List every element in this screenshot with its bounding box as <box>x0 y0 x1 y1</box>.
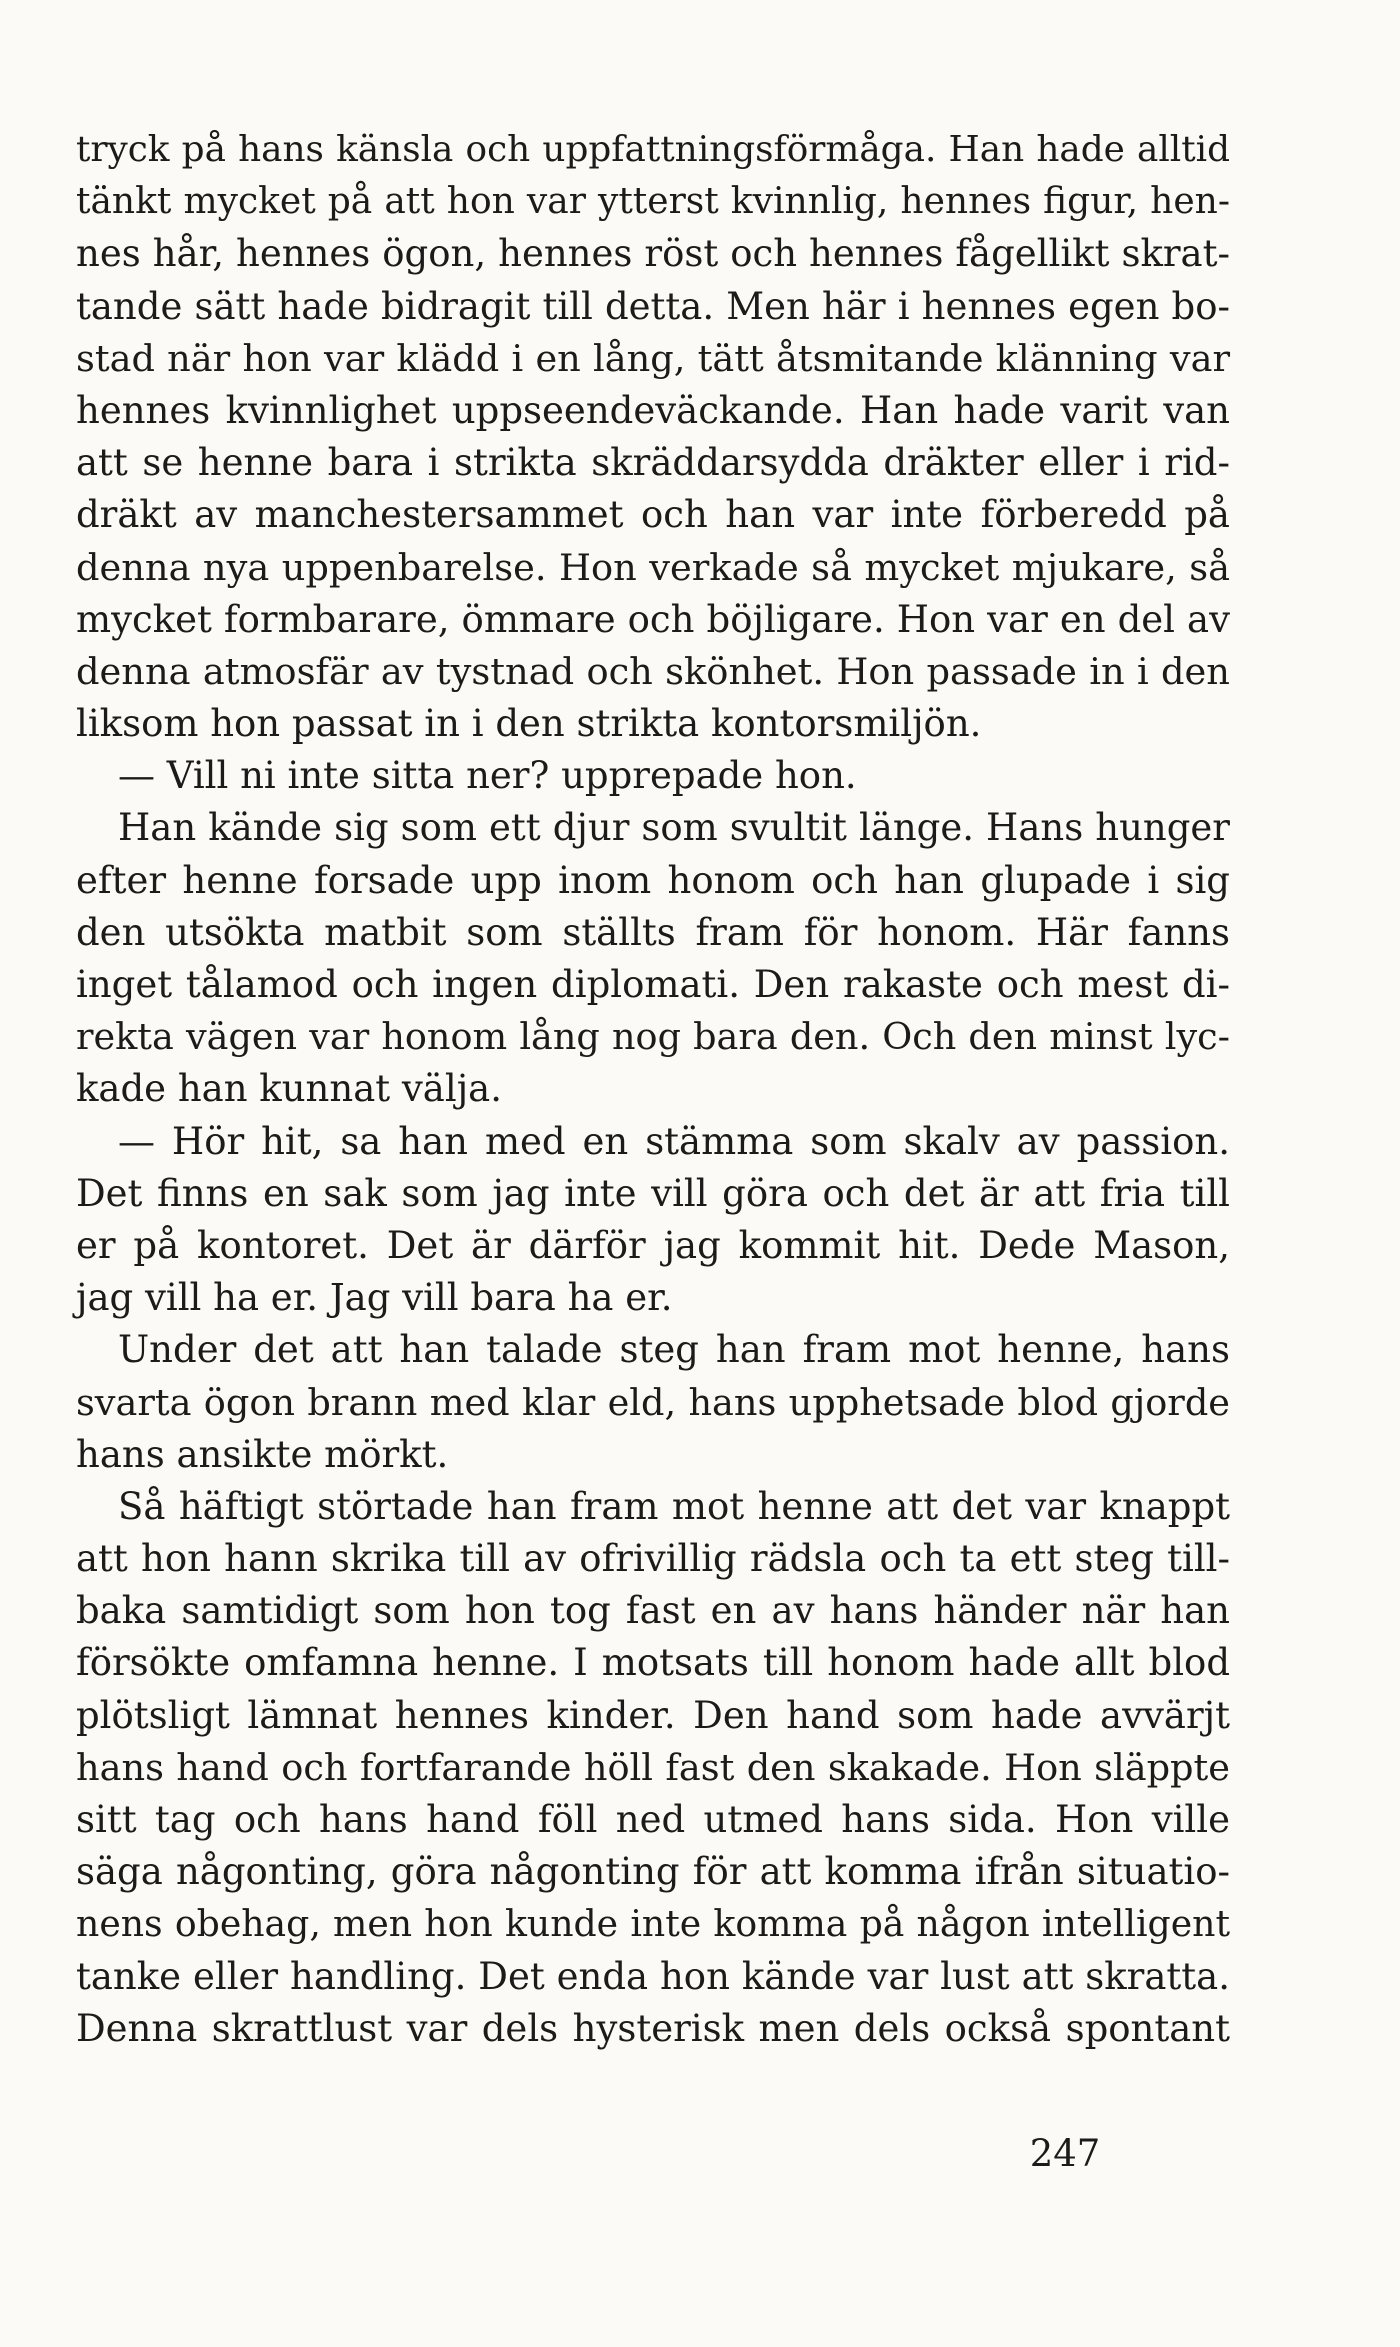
text-line: dräkt av manchestersammet och han var inte förberedd på <box>76 493 1230 537</box>
text-line: stad när hon var klädd i en lång, tätt åtsmitande klänning var <box>76 336 1230 380</box>
text-line: plötsligt lämnat hennes kinder. Den hand som hade avvärjt <box>76 1693 1230 1737</box>
text-line: säga någonting, göra någonting för att komma ifrån situatio- <box>76 1850 1230 1894</box>
text-line: jag vill ha er. Jag vill bara ha er. <box>76 1276 673 1320</box>
text-line: tänkt mycket på att hon var ytterst kvinnlig, hennes figur, hen- <box>76 181 1230 223</box>
text-line: den utsökta matbit som ställts fram för honom. Här fanns <box>76 910 1230 954</box>
text-line: efter henne forsade upp inom honom och han glupade i sig <box>76 858 1230 902</box>
text-line: nens obehag, men hon kunde inte komma på någon intelligent <box>76 1902 1230 1946</box>
text-line: hans ansikte mörkt. <box>76 1432 449 1476</box>
page-text <box>76 124 1230 2055</box>
text-line: hennes kvinnlighet uppseendeväckande. Han hade varit van <box>76 388 1230 432</box>
text-line: Denna skrattlust var dels hysterisk men dels också spontant <box>76 2006 1230 2050</box>
text-line: Han kände sig som ett djur som svultit länge. Hans hunger <box>118 806 1230 850</box>
text-line: er på kontoret. Det är därför jag kommit hit. Dede Mason, <box>76 1223 1230 1267</box>
text-line: tande sätt hade bidragit till detta. Men här i hennes egen bo- <box>76 284 1230 328</box>
text-line: denna nya uppenbarelse. Hon verkade så mycket mjukare, så <box>76 545 1230 589</box>
text-line: hans hand och fortfarande höll fast den skakade. Hon släppte <box>76 1745 1230 1789</box>
text-line: tanke eller handling. Det enda hon kände var lust att skratta. <box>76 1954 1230 1998</box>
text-line: — Hör hit, sa han med en stämma som skalv av passion. <box>118 1119 1230 1163</box>
text-line: sitt tag och hans hand föll ned utmed hans sida. Hon ville <box>76 1798 1230 1841</box>
text-line: att se henne bara i strikta skräddarsydda dräkter eller i rid- <box>76 441 1230 485</box>
text-line: baka samtidigt som hon tog fast en av hans händer när han <box>76 1589 1230 1633</box>
text-line: kade han kunnat välja. <box>76 1067 502 1111</box>
text-line: — Vill ni inte sitta ner? upprepade hon. <box>118 754 857 798</box>
text-line: försökte omfamna henne. I motsats till honom hade allt blod <box>76 1641 1230 1685</box>
text-line: rekta vägen var honom lång nog bara den. Och den minst lyc- <box>76 1015 1230 1059</box>
text-line: Under det att han talade steg han fram mot henne, hans <box>118 1328 1230 1372</box>
page-number: 247 <box>1029 2132 1101 2175</box>
text-line: tryck på hans känsla och uppfattningsförmåga. Han hade alltid <box>76 129 1230 170</box>
text-line: liksom hon passat in i den strikta kontorsmiljön. <box>76 702 982 746</box>
text-line: att hon hann skrika till av ofrivillig rädsla och ta ett steg till- <box>76 1537 1230 1581</box>
text-line: mycket formbarare, ömmare och böjligare. Hon var en del av <box>76 597 1230 641</box>
text-line: denna atmosfär av tystnad och skönhet. Hon passade in i den <box>76 649 1230 693</box>
text-line: Så häftigt störtade han fram mot henne att det var knappt <box>118 1484 1230 1528</box>
text-line: Det finns en sak som jag inte vill göra och det är att fria till <box>76 1171 1230 1215</box>
text-line: inget tålamod och ingen diplomati. Den rakaste och mest di- <box>76 963 1230 1006</box>
text-line: nes hår, hennes ögon, hennes röst och hennes fågellikt skrat- <box>76 232 1230 276</box>
text-line: svarta ögon brann med klar eld, hans upphetsade blod gjorde <box>76 1380 1230 1424</box>
